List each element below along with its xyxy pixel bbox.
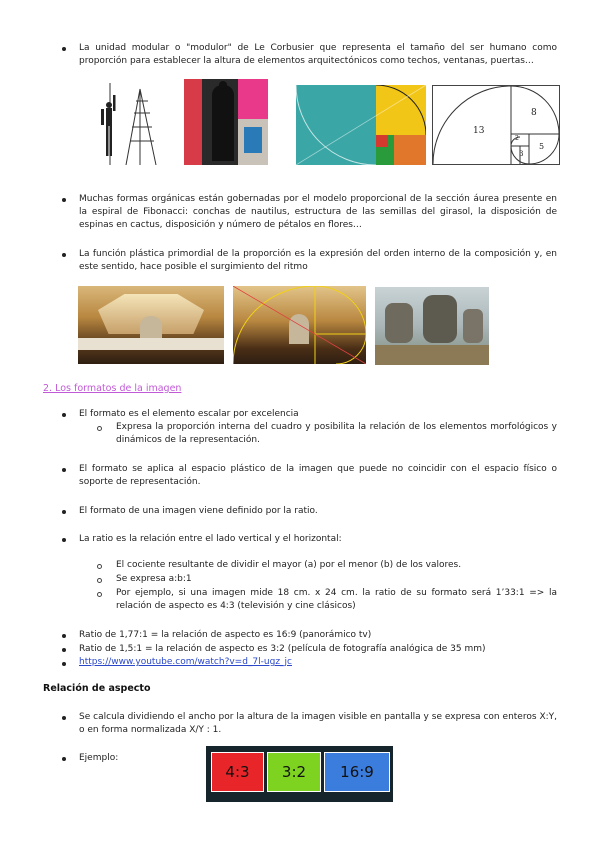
format-sub-bullet-1: Expresa la proporción interna del cuadro y posibilita la relación de los elementos morfológicos y dinámicos de la representación.: [116, 422, 557, 445]
bullet-marker: [62, 716, 66, 720]
bullet-marker: [62, 662, 66, 666]
format-sub-bullet-4: Por ejemplo, si una imagen mide 18 cm. x 24 cm. la ratio de su formato será 1’33:1 => la relación de aspecto es 4:3 (televisión y cine clásicos): [116, 588, 557, 611]
format-bullet-4: La ratio es la relación entre el lado vertical y el horizontal:: [79, 534, 342, 544]
format-sub-bullet-2: El cociente resultante de dividir el mayor (a) por el menor (b) de los valores.: [116, 560, 462, 570]
format-bullet-6: Ratio de 1,5:1 = la relación de aspecto es 3:2 (película de fotografía analógica de 35 mm): [79, 644, 486, 654]
fib-2-label: 2: [515, 135, 519, 142]
bullet-organicas: Muchas formas orgánicas están gobernadas por el modelo proporcional de la sección áurea presente en la espiral de Fibonacci: conchas de nautilus, estructura de las semillas del girasol, la disposición de espinas en cactus, disposición y número de pétalos en flores…: [79, 194, 557, 230]
bullet-marker: [62, 413, 66, 417]
golden-rectangle-image: [296, 85, 426, 165]
bullet-marker: [62, 468, 66, 472]
aspect-bullet-2: Ejemplo:: [79, 753, 119, 763]
modulor-poster-image: [184, 79, 268, 165]
aspect-ratio-example-image: [206, 746, 393, 802]
fib-3-label: 3: [519, 150, 524, 158]
bullet-modulor: La unidad modular o "modulor" de Le Corbusier que representa el tamaño del ser humano como proporción para establecer la altura de elementos arquitectónicos como techos, ventanas, puertas…: [79, 43, 557, 66]
modulor-diagram-image: [96, 79, 164, 165]
aspect-box-3-2: [267, 752, 321, 792]
section-title-formatos[interactable]: [43, 383, 181, 394]
bullet-marker: [62, 510, 66, 514]
sub-bullet-marker: [97, 592, 102, 597]
bullet-marker: [62, 634, 66, 638]
aspect-heading: Relación de aspecto: [43, 683, 151, 694]
aspect-box-4-3: [211, 752, 264, 792]
format-bullet-5: Ratio de 1,77:1 = la relación de aspecto es 16:9 (panorámico tv): [79, 630, 372, 640]
fib-13-label: 13: [473, 126, 485, 136]
bullet-marker: [62, 253, 66, 257]
format-sub-bullet-3: Se expresa a:b:1: [116, 574, 192, 584]
fibonacci-spiral-image: [432, 85, 560, 165]
aspect-label-4-3: 4:3: [225, 763, 250, 781]
aspect-box-16-9: [324, 752, 390, 792]
bullet-funcion: La función plástica primordial de la proporción es la expresión del orden interno de la composición y, en este sentido, hace posible el surgimiento del ritmo: [79, 249, 557, 272]
bullet-marker: [62, 648, 66, 652]
section-title-link[interactable]: 2. Los formatos de la imagen: [43, 383, 182, 394]
last-supper-golden-ratio-image: [233, 286, 366, 364]
fib-8-label: 8: [531, 108, 537, 118]
bullet-marker: [62, 538, 66, 542]
youtube-link[interactable]: https://www.youtube.com/watch?v=d_7l-ugz_jc: [79, 657, 292, 667]
aspect-label-3-2: 3:2: [281, 763, 307, 781]
bullet-marker: [62, 198, 66, 202]
last-supper-painting-image: [78, 286, 224, 364]
youtube-link-item[interactable]: [79, 656, 557, 669]
fib-5-label: 5: [539, 142, 545, 151]
aspect-bullet-1: Se calcula dividiendo el ancho por la altura de la imagen visible en pantalla y se expresa con enteros X:Y, o en forma normalizada X/Y : 1.: [79, 712, 557, 735]
bullet-marker: [62, 47, 66, 51]
format-bullet-2: El formato se aplica al espacio plástico de la imagen que puede no coincidir con el espacio físico o soporte de representación.: [79, 464, 557, 487]
sub-bullet-marker: [97, 578, 102, 583]
format-bullet-1: El formato es el elemento escalar por excelencia: [79, 409, 299, 419]
format-bullet-3: El formato de una imagen viene definido por la ratio.: [79, 506, 318, 516]
aspect-label-16-9: 16:9: [340, 763, 374, 781]
fantasy-robots-image: [375, 287, 489, 365]
sub-bullet-marker: [97, 426, 102, 431]
bullet-marker: [62, 757, 66, 761]
sub-bullet-marker: [97, 564, 102, 569]
